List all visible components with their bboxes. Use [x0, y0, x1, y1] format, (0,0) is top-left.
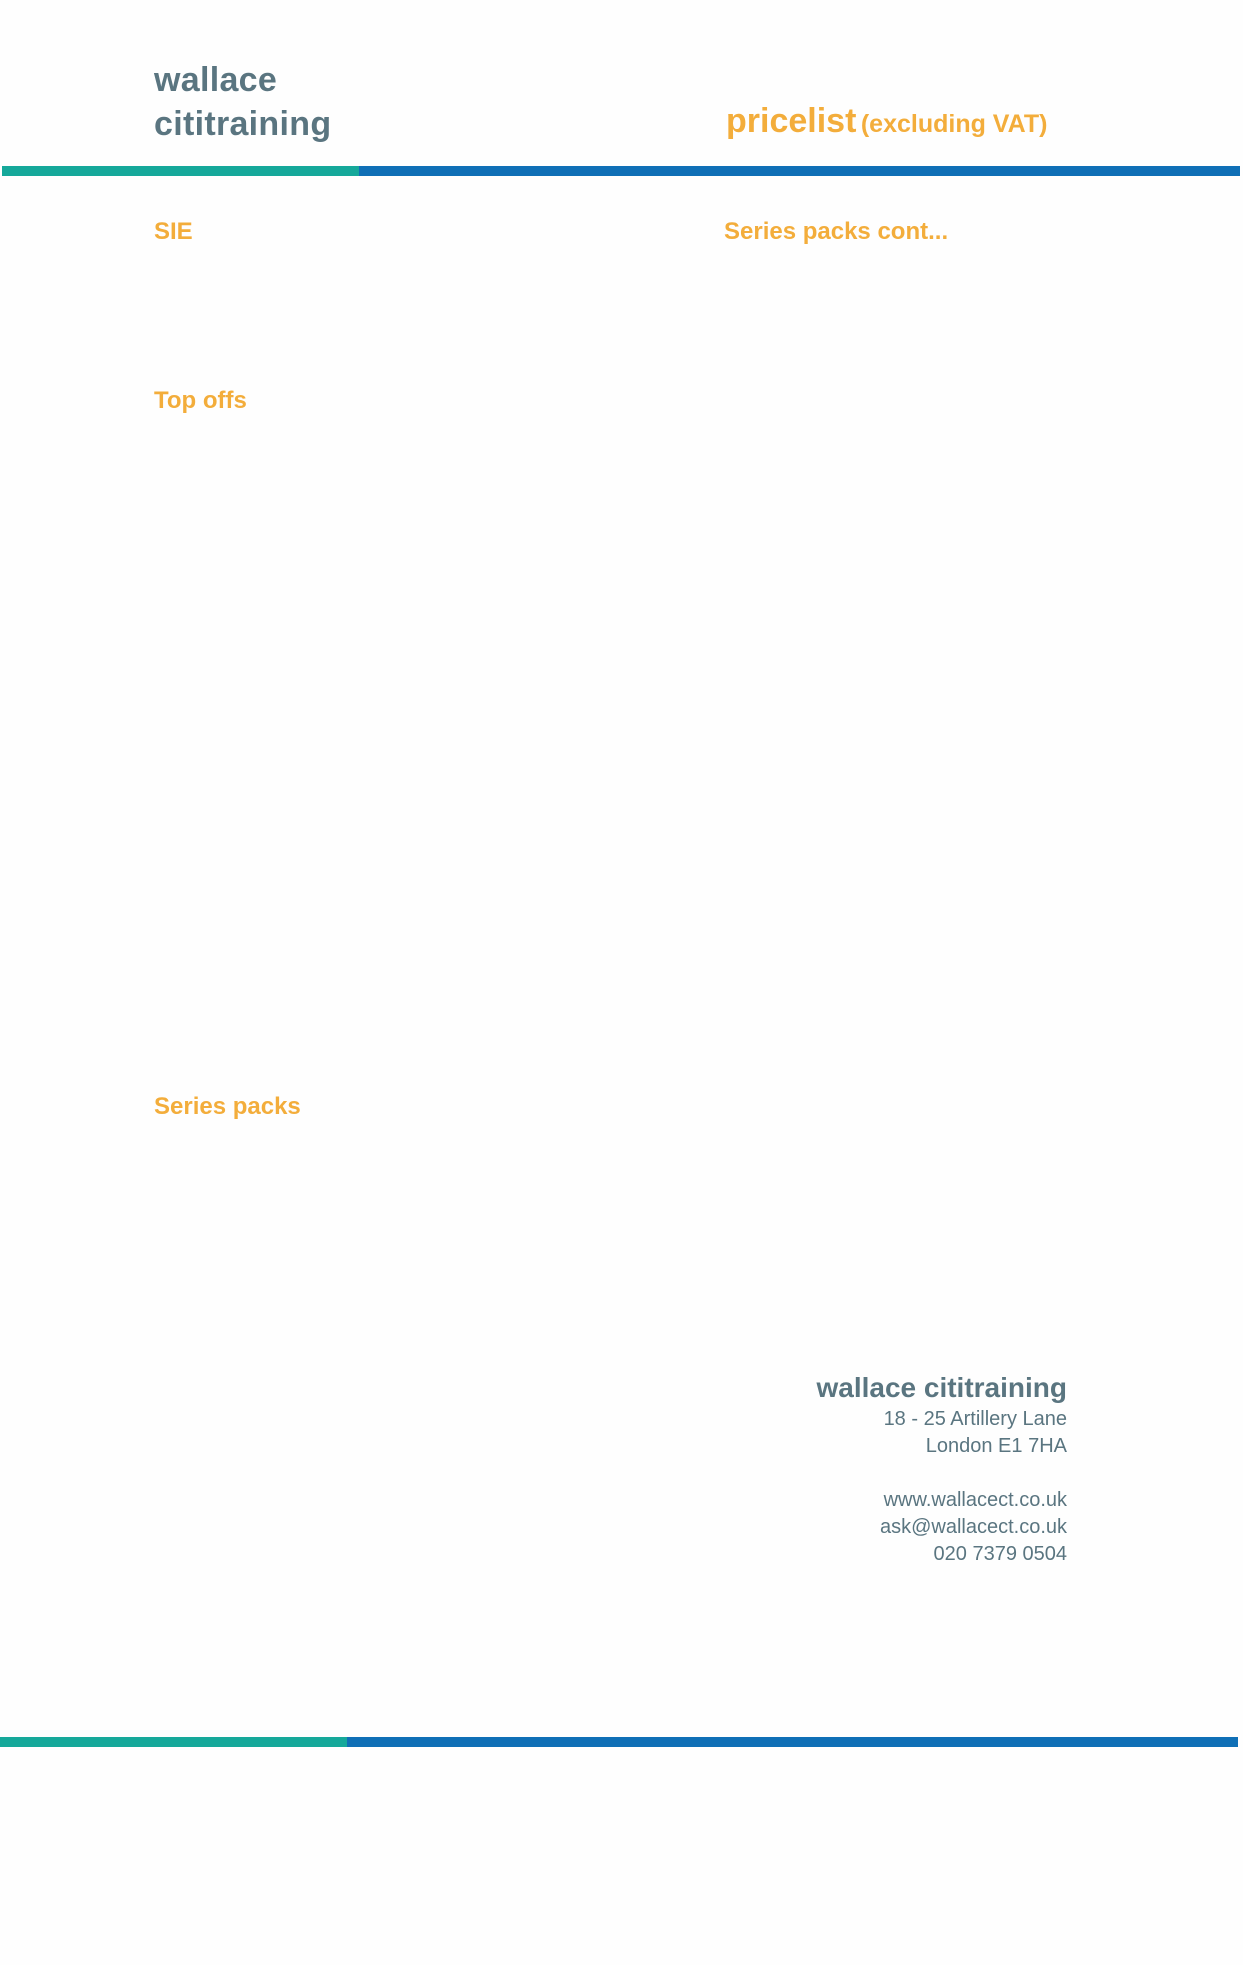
page-title-sub: (excluding VAT) [860, 110, 1048, 138]
top-divider-teal [2, 166, 359, 176]
contact-phone: 020 7379 0504 [933, 1543, 1067, 1565]
section-heading-series-packs: Series packs [154, 1093, 301, 1120]
brand-line-1: wallace [154, 61, 278, 99]
bottom-divider-bar [0, 1737, 1238, 1747]
brand-logo [154, 58, 331, 146]
contact-website-link[interactable]: www.wallacect.co.uk [883, 1489, 1067, 1511]
brand-line-2: cititraining [154, 105, 332, 143]
contact-spacer [816, 1460, 1067, 1487]
contact-address-line-1: 18 - 25 Artillery Lane [883, 1408, 1067, 1430]
page-title-main: pricelist [726, 102, 857, 140]
section-heading-top-offs: Top offs [154, 387, 247, 414]
section-heading-sie: SIE [154, 218, 193, 245]
bottom-divider-teal [0, 1737, 347, 1747]
contact-company-name: wallace cititraining [816, 1372, 1067, 1403]
contact-email-link[interactable]: ask@wallacect.co.uk [879, 1516, 1067, 1538]
section-heading-series-packs-cont: Series packs cont... [724, 218, 949, 245]
top-divider-bar [2, 166, 1240, 176]
contact-block [816, 1370, 1067, 1568]
top-divider-blue [359, 166, 1240, 176]
page-title [726, 102, 1047, 141]
contact-address-line-2: London E1 7HA [925, 1435, 1067, 1457]
bottom-divider-blue [347, 1737, 1238, 1747]
